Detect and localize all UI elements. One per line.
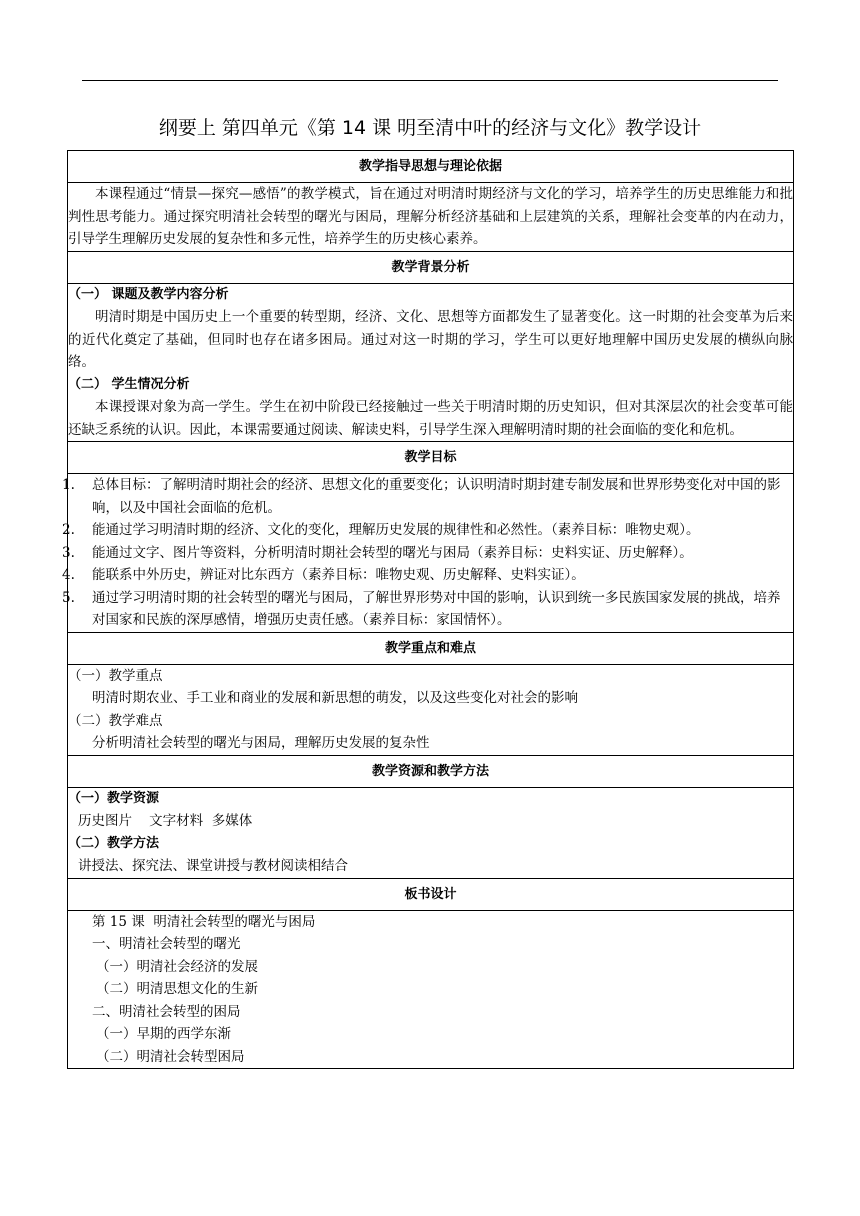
goal-text: 通过学习明清时期的社会转型的曙光与困局，了解世界形势对中国的影响，认识到统一多民族国家发展的挑战，培养对国家和民族的深厚感情，增强历史责任感。（素养目标：家国情怀）。: [92, 589, 781, 628]
goals-list: [62, 474, 793, 632]
goal-number: 2.: [62, 522, 75, 538]
background-sub2-text: 本课授课对象为高一学生。学生在初中阶段已经接触过一些关于明清时期的历史知识，但对其深层次的社会变革可能还缺乏系统的认识。因此，本课需要通过阅读、解读史料，引导学生深入理解明清时期的社会面临的变化和危机。: [68, 399, 793, 438]
resources-label: （一）教学资源: [68, 790, 160, 806]
board-line: 二、明清社会转型的困局: [92, 1003, 241, 1020]
background-cell: [68, 283, 794, 442]
board-line: （一）明清社会经济的发展: [96, 958, 258, 975]
goals-heading: 教学目标: [68, 442, 794, 474]
lesson-plan-table: [62, 150, 794, 1069]
goal-item: [62, 519, 793, 542]
goal-item: [62, 542, 793, 565]
header-rule: [82, 80, 778, 81]
board-line: 一、明清社会转型的曙光: [92, 936, 241, 952]
background-heading: 教学背景分析: [68, 251, 794, 283]
background-sub1-text: 明清时期是中国历史上一个重要的转型期，经济、文化、思想等方面都发生了显著变化。这一时期的社会变革为后来的近代化奠定了基础，但同时也存在诸多困局。通过对这一时期的学习，学生可以更好地理解中国历史发展的横纵向脉络。: [68, 309, 793, 370]
board-line: （一）早期的西学东渐: [96, 1026, 231, 1042]
board-cell: [68, 910, 794, 1069]
difficulty-label: （二）教学难点: [68, 712, 163, 729]
board-line: （二）明清思想文化的生新: [96, 981, 258, 997]
guiding-cell: [68, 183, 794, 252]
guiding-text: 本课程通过“情景—探究—感悟”的教学模式，旨在通过对明清时期经济与文化的学习，培养学生的历史思维能力和批判性思考能力。通过探究明清社会转型的曙光与困局，理解分析经济基础和上层建筑的关系，理解社会变革的内在动力，引导学生理解历史发展的复杂性和多元性，培养学生的历史核心素养。: [68, 186, 793, 247]
goal-number: 3.: [62, 544, 75, 561]
goal-number: 4.: [62, 567, 75, 583]
methods-text: 讲授法、探究法、课堂讲授与教材阅读相结合: [78, 858, 348, 874]
background-sub1-label: （一） 课题及教学内容分析: [68, 286, 229, 302]
goal-item: [62, 564, 793, 587]
goal-number: 1.: [62, 477, 75, 493]
goal-text: 能通过学习明清时期的经济、文化的变化，理解历史发展的规律性和必然性。（素养目标：唯物史观）。: [92, 522, 700, 538]
goal-text: 总体目标：了解明清时期社会的经济、思想文化的重要变化；认识明清时期封建专制发展和世界形势变化对中国的影响，以及中国社会面临的危机。: [92, 477, 781, 516]
methods-label: （二）教学方法: [68, 835, 160, 851]
keypoints-cell: [68, 664, 794, 755]
guiding-heading: 教学指导思想与理论依据: [68, 151, 794, 183]
goal-text: 能联系中外历史，辨证对比东西方（素养目标：唯物史观、历史解释、史料实证）。: [92, 567, 585, 583]
goal-item: [62, 474, 793, 519]
resources-cell: [68, 787, 794, 878]
board-heading: 板书设计: [68, 878, 794, 910]
resources-heading: 教学资源和教学方法: [68, 755, 794, 787]
board-line: 第 15 课 明清社会转型的曙光与困局: [92, 913, 316, 930]
goal-item: [62, 587, 793, 632]
resources-text: 历史图片 文字材料 多媒体: [78, 813, 253, 829]
board-line: （二）明清社会转型困局: [96, 1048, 245, 1065]
focus-label: （一）教学重点: [68, 667, 163, 684]
difficulty-text: 分析明清社会转型的曙光与困局，理解历史发展的复杂性: [92, 735, 430, 751]
goal-text: 能通过文字、图片等资料，分析明清时期社会转型的曙光与困局（素养目标：史料实证、历史解释）。: [92, 544, 693, 561]
goal-number: 5.: [62, 589, 75, 606]
document-title: 纲要上 第四单元《第 14 课 明至清中叶的经济与文化》教学设计: [158, 117, 702, 139]
background-sub2-label: （二） 学生情况分析: [68, 376, 190, 392]
focus-text: 明清时期农业、手工业和商业的发展和新思想的萌发，以及这些变化对社会的影响: [92, 690, 578, 706]
keypoints-heading: 教学重点和难点: [68, 632, 794, 664]
goals-cell: [62, 474, 794, 633]
